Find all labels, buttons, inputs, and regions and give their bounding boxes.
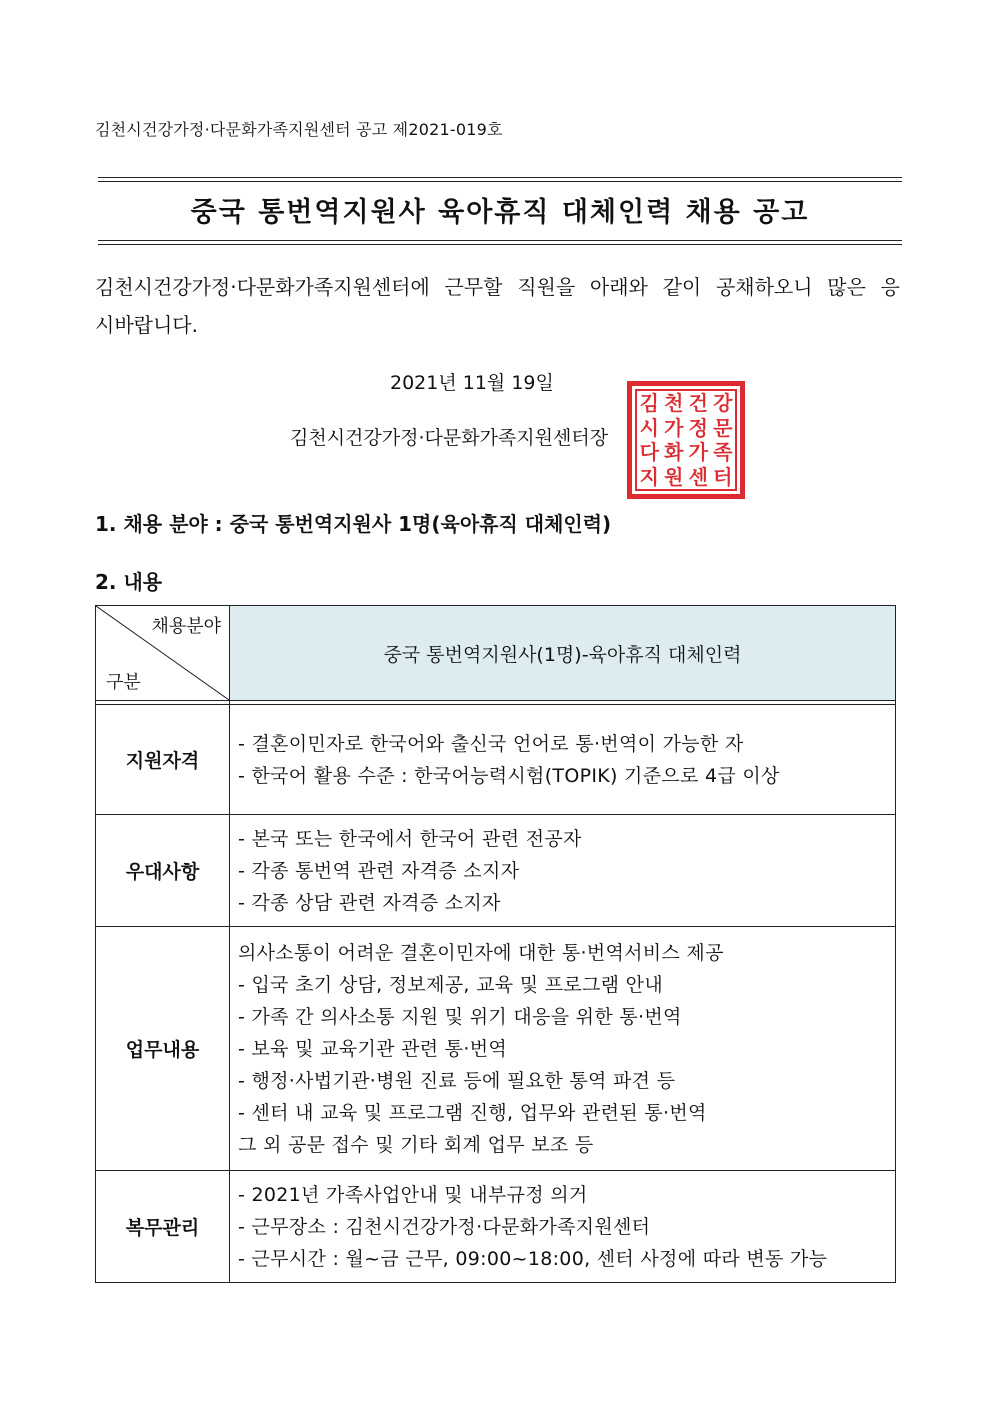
row-label: 복무관리 (96, 1171, 230, 1283)
title-top-rule-1 (98, 177, 902, 178)
row-label: 업무내용 (96, 927, 230, 1171)
official-seal (627, 381, 745, 499)
content-line: - 결혼이민자로 한국어와 출신국 언어로 통·번역이 가능한 자 (238, 732, 744, 755)
content-line: - 각종 상담 관련 자격증 소지자 (238, 891, 501, 914)
content-line: - 행정·사법기관·병원 진료 등에 필요한 통역 파견 등 (238, 1069, 676, 1092)
table-header-row (96, 606, 896, 701)
recruitment-details-table (95, 605, 896, 1283)
seal-character: 화 (664, 440, 684, 465)
table-row (96, 705, 896, 815)
table-row (96, 815, 896, 927)
content-line: - 근무시간 : 월~금 근무, 09:00~18:00, 센터 사정에 따라 변동 가능 (238, 1247, 828, 1270)
row-content (230, 927, 896, 1171)
content-line: - 보육 및 교육기관 관련 통·번역 (238, 1037, 508, 1060)
content-line: - 근무장소 : 김천시건강가정·다문화가족지원센터 (238, 1215, 651, 1238)
seal-character: 시 (639, 415, 659, 440)
content-line: - 센터 내 교육 및 프로그램 진행, 업무와 관련된 통·번역 (238, 1101, 707, 1124)
seal-character: 터 (713, 464, 733, 489)
seal-character: 다 (639, 440, 659, 465)
content-line: - 본국 또는 한국에서 한국어 관련 전공자 (238, 827, 582, 850)
title-bottom-rule-1 (98, 240, 902, 241)
seal-character: 가 (688, 440, 708, 465)
corner-cell (96, 606, 230, 701)
intro-paragraph: 김천시건강가정·다문화가족지원센터에 근무할 직원을 아래와 같이 공채하오니 많은 응시바랍니다. (95, 275, 900, 337)
table-row (96, 1171, 896, 1283)
table-row (96, 927, 896, 1171)
section-2-heading: 2. 내용 (95, 570, 163, 594)
content-line: - 입국 초기 상담, 정보제공, 교육 및 프로그램 안내 (238, 973, 663, 996)
notice-number: 김천시건강가정·다문화가족지원센터 공고 제2021-019호 (95, 120, 503, 139)
seal-character: 센 (688, 464, 708, 489)
row-content (230, 815, 896, 927)
seal-character: 건 (688, 391, 708, 416)
announcement-date: 2021년 11월 19일 (390, 372, 554, 394)
section-1-heading: 1. 채용 분야 : 중국 통번역지원사 1명(육아휴직 대체인력) (95, 512, 612, 536)
seal-character: 원 (664, 464, 684, 489)
seal-character: 정 (688, 415, 708, 440)
content-line: - 가족 간 의사소통 지원 및 위기 대응을 위한 통·번역 (238, 1005, 682, 1028)
table-body (96, 705, 896, 1283)
seal-character: 족 (713, 440, 733, 465)
corner-label-field: 채용분야 (151, 616, 221, 637)
seal-characters (635, 389, 737, 491)
seal-character: 가 (664, 415, 684, 440)
content-line: - 한국어 활용 수준 : 한국어능력시험(TOPIK) 기준으로 4급 이상 (238, 764, 780, 787)
row-label: 우대사항 (96, 815, 230, 927)
row-label: 지원자격 (96, 705, 230, 815)
corner-label-category: 구분 (106, 672, 141, 693)
seal-character: 강 (713, 391, 733, 416)
content-line: 의사소통이 어려운 결혼이민자에 대한 통·번역서비스 제공 (238, 941, 724, 964)
content-line: 그 외 공문 접수 및 기타 회계 업무 보조 등 (238, 1133, 594, 1156)
row-content (230, 705, 896, 815)
column-header: 중국 통번역지원사(1명)-육아휴직 대체인력 (230, 606, 896, 701)
seal-character: 김 (639, 391, 659, 416)
seal-character: 지 (639, 464, 659, 489)
title-top-rule-2 (98, 181, 902, 182)
signatory: 김천시건강가정·다문화가족지원센터장 (290, 427, 609, 449)
seal-character: 문 (713, 415, 733, 440)
content-line: - 2021년 가족사업안내 및 내부규정 의거 (238, 1183, 588, 1206)
seal-character: 천 (664, 391, 684, 416)
page-title: 중국 통번역지원사 육아휴직 대체인력 채용 공고 (190, 197, 810, 228)
content-line: - 각종 통번역 관련 자격증 소지자 (238, 859, 520, 882)
title-bottom-rule-2 (98, 244, 902, 245)
row-content (230, 1171, 896, 1283)
